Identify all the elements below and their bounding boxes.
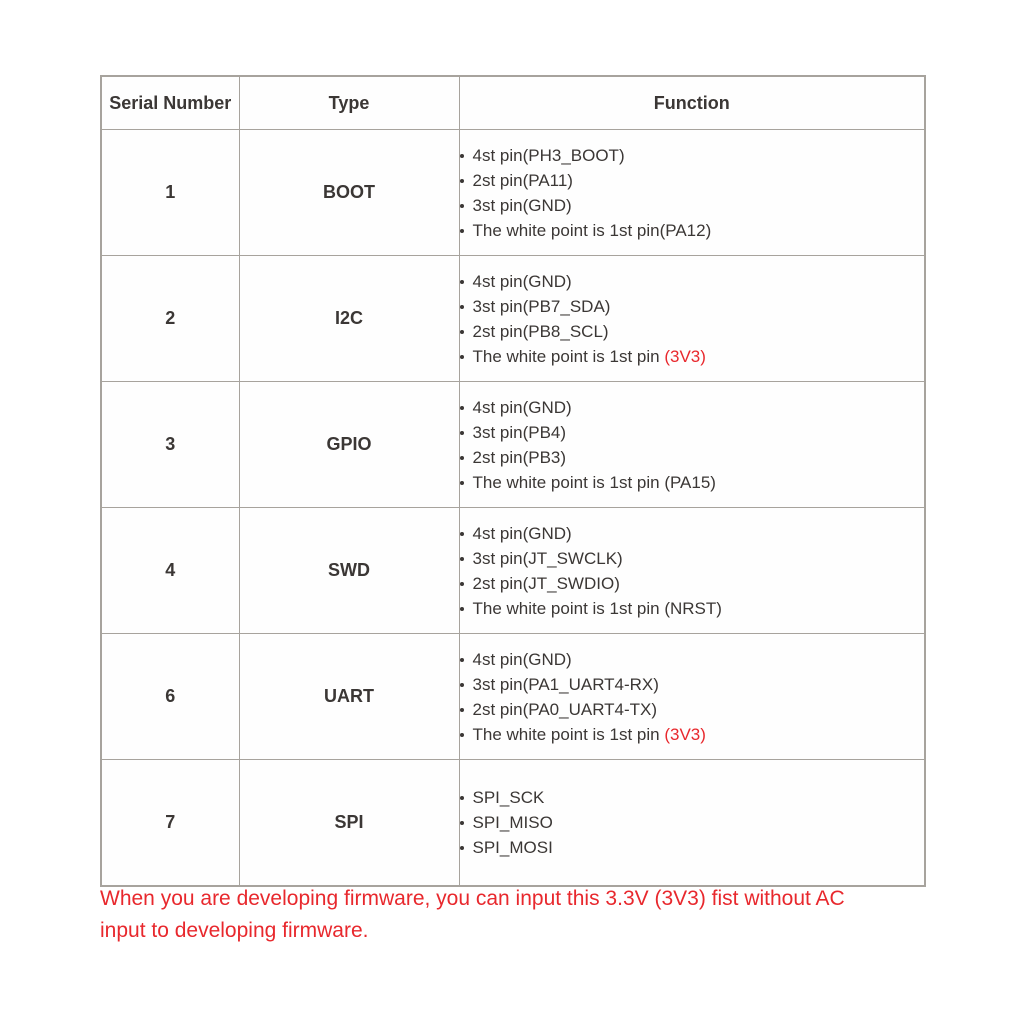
bullet-icon — [460, 355, 464, 359]
header-function: Function — [459, 76, 925, 130]
type-cell: GPIO — [239, 382, 459, 508]
function-list — [460, 269, 925, 369]
bullet-icon — [460, 154, 464, 158]
function-item — [460, 521, 925, 546]
function-item — [460, 785, 925, 810]
function-text: 4st pin(GND) — [472, 649, 572, 669]
bullet-icon — [460, 582, 464, 586]
firmware-note-line2: input to developing firmware. — [100, 919, 369, 942]
function-list — [460, 395, 925, 495]
table-row-spi — [101, 760, 925, 887]
function-item — [460, 835, 925, 860]
function-item — [460, 647, 925, 672]
function-item — [460, 445, 925, 470]
function-text: The white point is 1st pin (PA15) — [472, 472, 716, 492]
table-row-gpio — [101, 382, 925, 508]
bullet-icon — [460, 280, 464, 284]
table-row-uart — [101, 634, 925, 760]
function-text: 4st pin(GND) — [472, 271, 572, 291]
bullet-icon — [460, 733, 464, 737]
function-text: 4st pin(PH3_BOOT) — [472, 145, 625, 165]
function-cell — [459, 760, 925, 887]
function-item — [460, 395, 925, 420]
function-text: 3st pin(JT_SWCLK) — [472, 548, 623, 568]
function-item — [460, 143, 925, 168]
serial-cell: 4 — [101, 508, 239, 634]
bullet-icon — [460, 305, 464, 309]
function-cell — [459, 130, 925, 256]
function-item — [460, 218, 925, 243]
pinout-table — [100, 75, 926, 887]
bullet-icon — [460, 658, 464, 662]
function-text: 3st pin(PA1_UART4-RX) — [472, 674, 659, 694]
firmware-note-line1: When you are developing firmware, you can input this 3.3V (3V3) fist without AC — [100, 887, 845, 910]
function-cell — [459, 256, 925, 382]
table-header-row — [101, 76, 925, 130]
function-text: 2st pin(PA11) — [472, 170, 573, 190]
function-item — [460, 420, 925, 445]
bullet-icon — [460, 406, 464, 410]
function-list — [460, 647, 925, 747]
function-text-red: (3V3) — [664, 346, 706, 366]
serial-cell: 7 — [101, 760, 239, 887]
serial-cell: 1 — [101, 130, 239, 256]
function-text: 4st pin(GND) — [472, 523, 572, 543]
type-cell: BOOT — [239, 130, 459, 256]
function-text: The white point is 1st pin — [472, 724, 665, 744]
function-text: 2st pin(JT_SWDIO) — [472, 573, 620, 593]
bullet-icon — [460, 708, 464, 712]
function-text: SPI_MISO — [472, 813, 553, 832]
bullet-icon — [460, 557, 464, 561]
type-cell: SWD — [239, 508, 459, 634]
function-text: 3st pin(PB4) — [472, 422, 567, 442]
function-item — [460, 269, 925, 294]
table-row-swd — [101, 508, 925, 634]
bullet-icon — [460, 179, 464, 183]
function-item — [460, 810, 925, 835]
bullet-icon — [460, 229, 464, 233]
bullet-icon — [460, 607, 464, 611]
function-text: 2st pin(PA0_UART4-TX) — [472, 699, 658, 719]
function-item — [460, 470, 925, 495]
function-text: SPI_SCK — [472, 788, 545, 807]
bullet-icon — [460, 204, 464, 208]
function-text: 3st pin(GND) — [472, 195, 572, 215]
bullet-icon — [460, 846, 464, 850]
function-list — [460, 785, 925, 860]
function-text: 2st pin(PB3) — [472, 447, 567, 467]
function-item — [460, 294, 925, 319]
function-text: The white point is 1st pin (NRST) — [472, 598, 722, 618]
function-item — [460, 546, 925, 571]
type-cell: SPI — [239, 760, 459, 887]
function-item — [460, 697, 925, 722]
table-row-boot — [101, 130, 925, 256]
bullet-icon — [460, 683, 464, 687]
function-item — [460, 596, 925, 621]
function-text: 2st pin(PB8_SCL) — [472, 321, 609, 341]
function-item — [460, 571, 925, 596]
bullet-icon — [460, 456, 464, 460]
type-cell: UART — [239, 634, 459, 760]
function-list — [460, 521, 925, 621]
function-cell — [459, 508, 925, 634]
function-text: 3st pin(PB7_SDA) — [472, 296, 611, 316]
function-item — [460, 319, 925, 344]
function-item — [460, 193, 925, 218]
bullet-icon — [460, 796, 464, 800]
function-item — [460, 168, 925, 193]
firmware-note — [100, 883, 940, 947]
function-text: SPI_MOSI — [472, 838, 553, 857]
function-text-red: (3V3) — [664, 724, 706, 744]
function-list — [460, 143, 925, 243]
type-cell: I2C — [239, 256, 459, 382]
serial-cell: 3 — [101, 382, 239, 508]
function-cell — [459, 634, 925, 760]
bullet-icon — [460, 481, 464, 485]
bullet-icon — [460, 330, 464, 334]
bullet-icon — [460, 431, 464, 435]
function-item — [460, 344, 925, 369]
header-serial-number: Serial Number — [101, 76, 239, 130]
function-text: The white point is 1st pin — [472, 346, 665, 366]
function-item — [460, 722, 925, 747]
function-cell — [459, 382, 925, 508]
function-text: The white point is 1st pin(PA12) — [472, 220, 712, 240]
bullet-icon — [460, 532, 464, 536]
serial-cell: 2 — [101, 256, 239, 382]
serial-cell: 6 — [101, 634, 239, 760]
header-type: Type — [239, 76, 459, 130]
function-text: 4st pin(GND) — [472, 397, 572, 417]
table-row-i2c — [101, 256, 925, 382]
function-item — [460, 672, 925, 697]
bullet-icon — [460, 821, 464, 825]
